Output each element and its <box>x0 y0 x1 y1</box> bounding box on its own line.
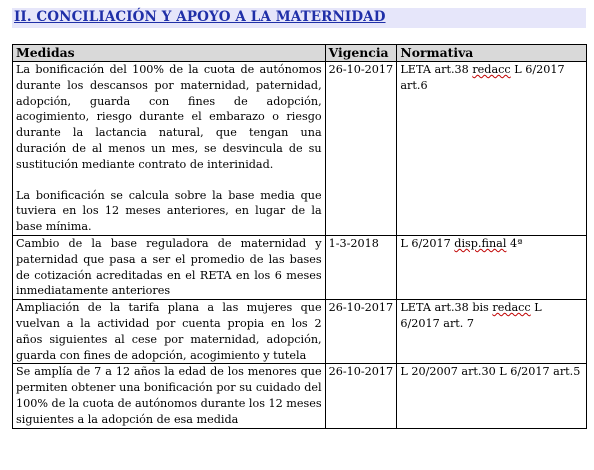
normativa-text-rest: L 6/2017 art.6 <box>400 63 565 92</box>
vigencia-cell: 26-10-2017 <box>325 364 397 428</box>
medida-text-extra: La bonificación se calcula sobre la base media que tuviera en los 12 meses anteriores, en lugar de la base mínima. <box>16 188 322 234</box>
medida-text: Cambio de la base reguladora de maternidad y paternidad que pasa a ser el promedio de las bases de cotización acreditadas en el RETA en los 6 meses inmediatamente anteriores <box>16 236 322 298</box>
section-heading <box>12 8 586 28</box>
vigencia-cell: 1-3-2018 <box>325 235 397 299</box>
header-vigencia: Vigencia <box>325 45 397 62</box>
header-medidas: Medidas <box>13 45 326 62</box>
medida-cell <box>13 300 326 364</box>
medida-cell <box>13 364 326 428</box>
normativa-cell <box>397 300 587 364</box>
vigencia-cell: 26-10-2017 <box>325 300 397 364</box>
normativa-text-rest: 4ª <box>506 236 523 250</box>
table-row <box>13 235 587 299</box>
medida-cell <box>13 62 326 236</box>
medida-text: Ampliación de la tarifa plana a las mujeres que vuelvan a la actividad por cuenta propia en los 2 años siguientes al cese por maternidad, adopción, guarda con fines de adopción, acogimiento y tutela <box>16 301 322 362</box>
table-row <box>13 62 587 236</box>
normativa-text: L 6/2017 <box>400 236 455 250</box>
normativa-text: LETA art.38 <box>400 63 473 76</box>
normativa-cell <box>397 62 587 236</box>
table-row <box>13 300 587 364</box>
table-row <box>13 364 587 428</box>
vigencia-cell: 26-10-2017 <box>325 62 397 236</box>
medida-cell <box>13 235 326 299</box>
normativa-text: LETA art.38 bis <box>400 301 493 315</box>
normativa-cell <box>397 235 587 299</box>
section-title: II. CONCILIACIÓN Y APOYO A LA MATERNIDAD <box>14 9 386 25</box>
normativa-flagged-word: disp.final <box>454 236 507 250</box>
measures-table <box>12 44 587 429</box>
medida-text: Se amplía de 7 a 12 años la edad de los menores que permiten obtener una bonificación por su cuidado del 100% de la cuota de autónomos durante los 12 meses siguientes a la adopción de esa medida <box>16 365 322 426</box>
normativa-text: L 20/2007 art.30 L 6/2017 art.5 <box>400 365 581 379</box>
normativa-cell <box>397 364 587 428</box>
header-normativa: Normativa <box>397 45 587 62</box>
normativa-flagged-word: redacc <box>472 63 511 76</box>
table-header-row <box>13 45 587 62</box>
normativa-flagged-word: redacc <box>492 301 531 315</box>
medida-text: La bonificación del 100% de la cuota de autónomos durante los descansos por maternidad, paternidad, adopción, guarda con fines de adopción, acogimiento, riesgo durante el embarazo o riesgo durante la lactancia natural, que tengan una duración de al menos un mes, se desvincula de su sustitución mediante contrato de interinidad. <box>16 63 322 171</box>
normativa-text-rest: L 6/2017 art. 7 <box>400 301 542 330</box>
